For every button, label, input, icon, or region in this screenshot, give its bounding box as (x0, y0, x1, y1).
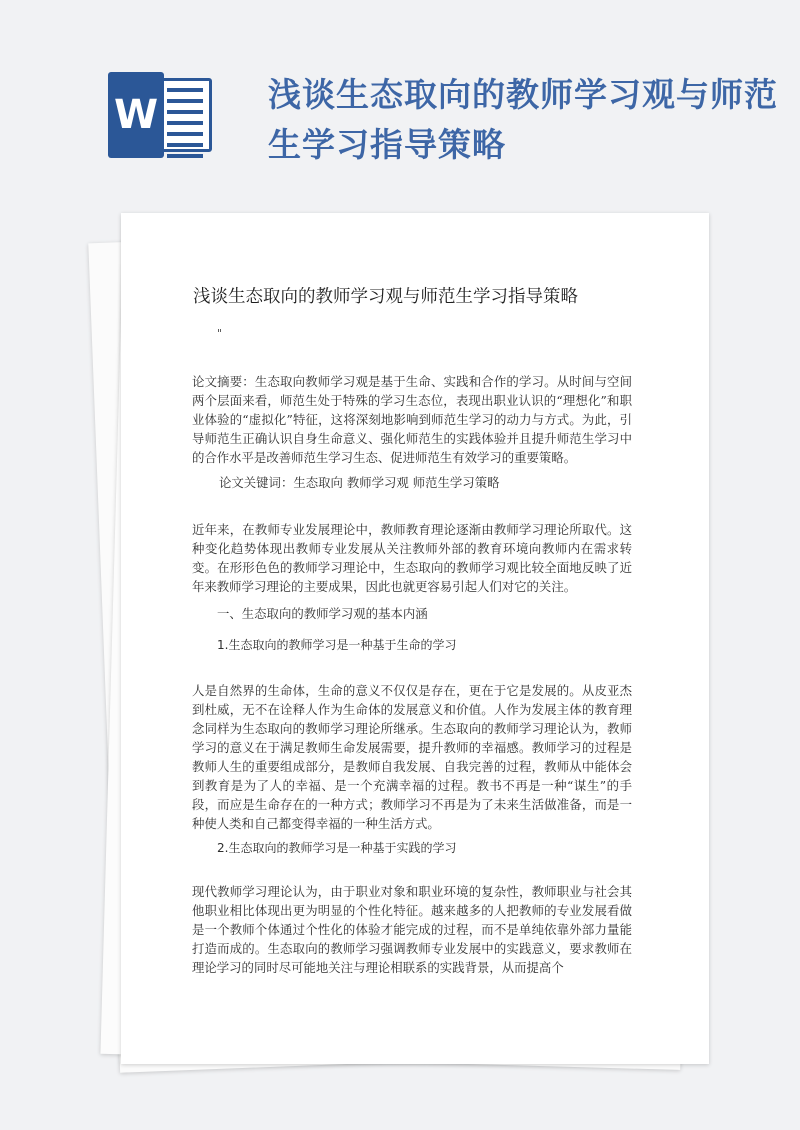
document-title: 浅谈生态取向的教师学习观与师范生学习指导策略 (193, 287, 578, 307)
subsection-heading: 2.生态取向的教师学习是一种基于实践的学习 (217, 841, 457, 855)
abstract-paragraph: 论文摘要：生态取向教师学习观是基于生命、实践和合作的学习。从时间与空间两个层面来看，师范生处于特殊的学习生态位，表现出职业认识的“理想化”和职业体验的“虚拟化”特征，这将深刻地影响到师范生学习的动力与方式。为此，引导师范生正确认识自身生命意义、强化师范生的实践体验并且提升师范生学习中的合作水平是改善师范生学习生态、促进师范生有效学习的重要策略。 (192, 374, 632, 465)
header-title: 浅谈生态取向的教师学习观与师范生学习指导策略 (268, 75, 778, 164)
body-paragraph: 现代教师学习理论认为，由于职业对象和职业环境的复杂性，教师职业与社会其他职业相比体现出更为明显的个性化特征。越来越多的人把教师的专业发展看做是一个教师个体通过个性化的体验才能完成的过程，而不是单纯依靠外部力量能打造而成的。生态取向的教师学习强调教师专业发展中的实践意义，要求教师在理论学习的同时尽可能地关注与理论相联系的实践背景，从而提高个 (192, 884, 632, 975)
subsection-heading: 1.生态取向的教师学习是一种基于生命的学习 (217, 638, 457, 652)
keywords-line: 论文关键词：生态取向 教师学习观 师范生学习策略 (219, 475, 500, 490)
intro-paragraph: 近年来，在教师专业发展理论中，教师教育理论逐渐由教师学习理论所取代。这种变化趋势体现出教师专业发展从关注教师外部的教育环境向教师内在需求转变。在形形色色的教师学习理论中，生态取向的教师学习观比较全面地反映了近年来教师学习理论的主要成果，因此也就更容易引起人们对它的关注。 (192, 522, 632, 594)
document-page[interactable] (121, 213, 709, 1064)
section-heading: 一、生态取向的教师学习观的基本内涵 (217, 606, 428, 621)
word-app-icon (108, 72, 220, 158)
word-letter-icon: W (108, 72, 164, 158)
body-paragraph: 人是自然界的生命体，生命的意义不仅仅是存在，更在于它是发展的。从皮亚杰到杜威，无不在诠释人作为生命体的发展意义和价值。人作为发展主体的教育理念同样为生态取向的教师学习理论所继承。生态取向的教师学习理论认为，教师学习的意义在于满足教师生命发展需要，提升教师的幸福感。教师学习的过程是教师人生的重要组成部分，是教师自我发展、自我完善的过程，教师从中能体会到教育是为了人的幸福、是一个充满幸福的过程。教书不再是一种“谋生”的手段，而应是生命存在的一种方式；教师学习不再是为了未来生活做准备，而是一种使人类和自己都变得幸福的一种生活方式。 (192, 683, 632, 831)
quote-mark: " (217, 327, 223, 340)
